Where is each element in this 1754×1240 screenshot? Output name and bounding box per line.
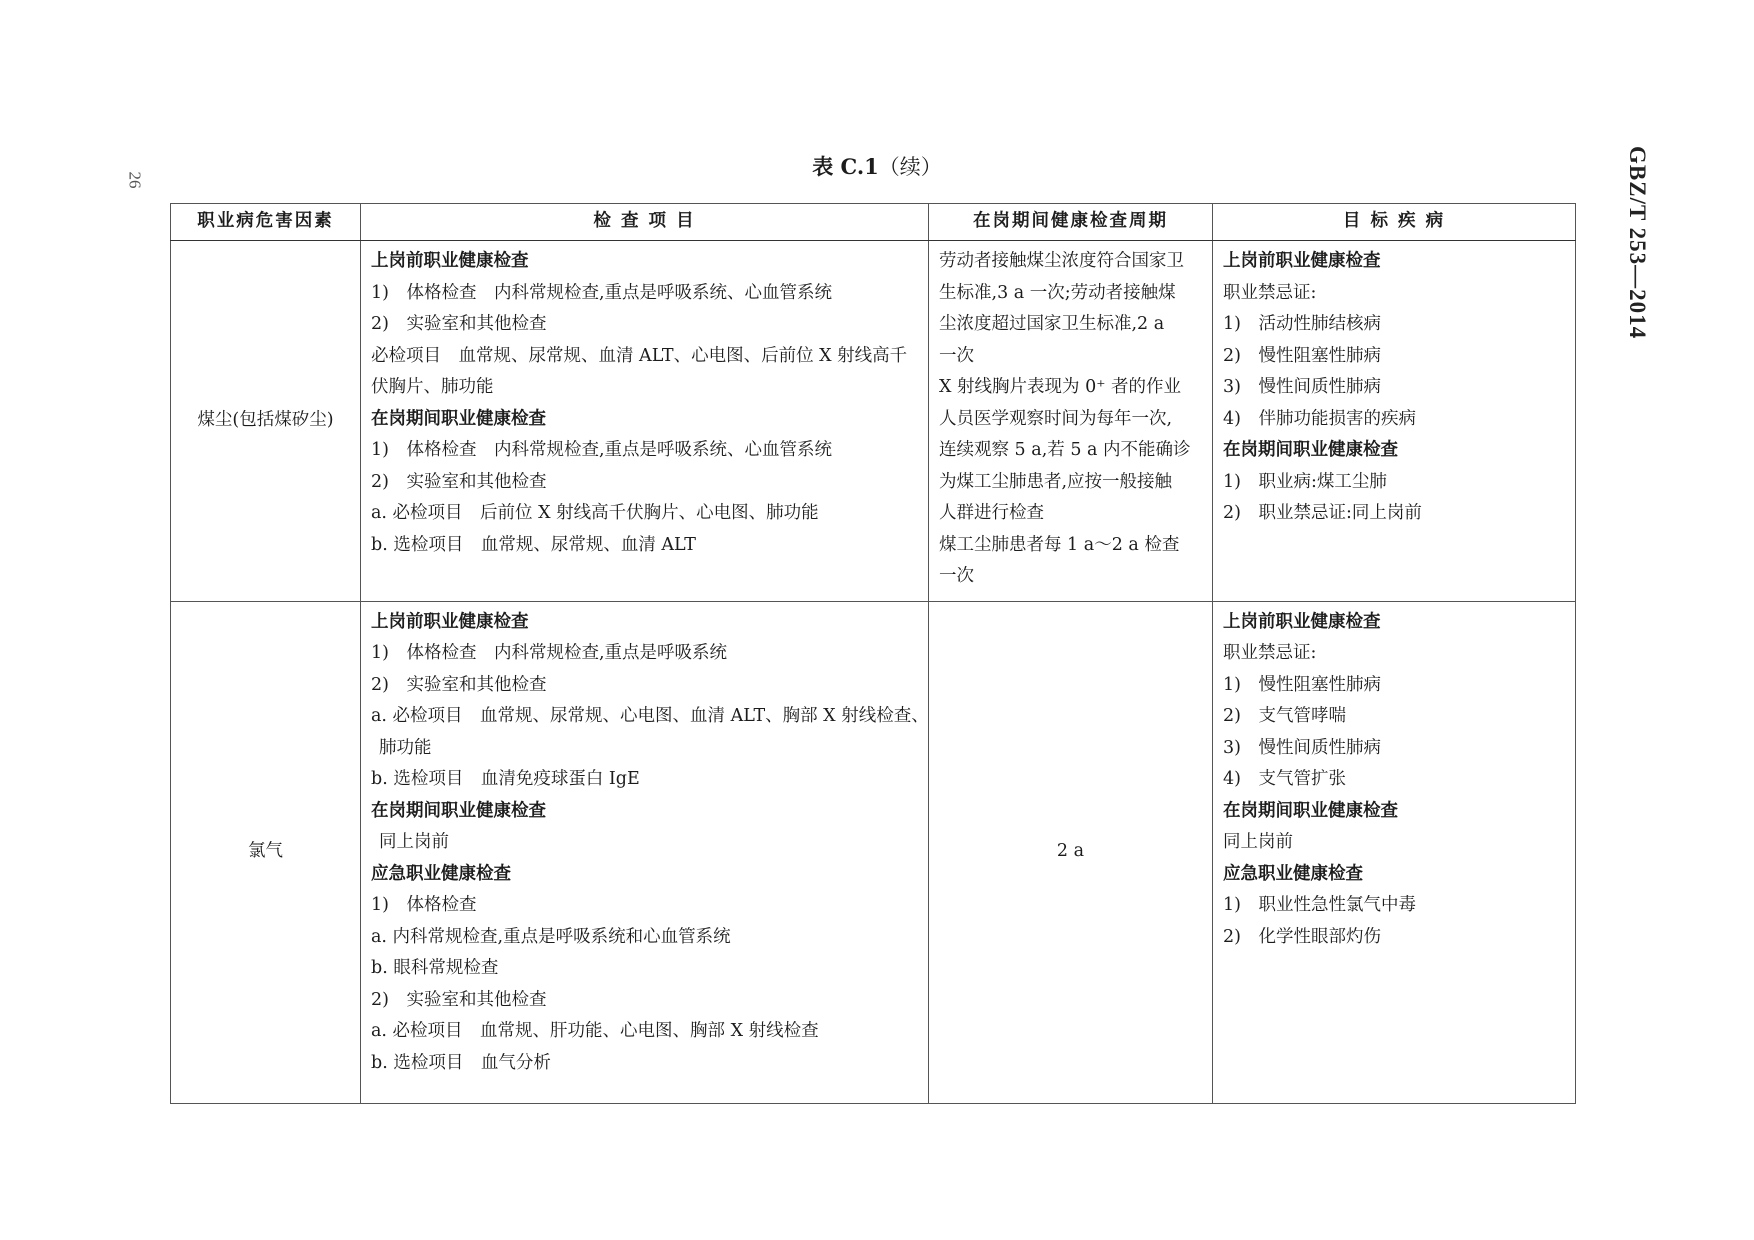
text-line: b. 选检项目 血气分析	[371, 1052, 551, 1073]
table-row-chlorine	[171, 601, 1576, 1103]
text-line: 2) 实验室和其他检查	[371, 989, 547, 1010]
text-line: 为煤工尘肺患者,应按一般接触	[939, 471, 1173, 492]
header-target: 目 标 疾 病	[1213, 204, 1576, 241]
table-row-coal-dust	[171, 241, 1576, 602]
table-title-suffix: （续）	[878, 155, 942, 179]
text-line: 一次	[939, 345, 974, 366]
section-heading: 在岗期间职业健康检查	[1223, 800, 1398, 821]
standard-code: GBZ/T 253—2014	[1625, 146, 1650, 340]
section-heading: 在岗期间职业健康检查	[371, 800, 546, 821]
header-cycle: 在岗期间健康检查周期	[929, 204, 1213, 241]
text-line: 4) 伴肺功能损害的疾病	[1223, 408, 1416, 429]
health-check-table	[170, 203, 1576, 1104]
text-line: 1) 体格检查 内科常规检查,重点是呼吸系统、心血管系统	[371, 282, 833, 303]
section-heading: 上岗前职业健康检查	[371, 611, 529, 632]
text-line: 2) 化学性眼部灼伤	[1223, 926, 1381, 947]
target-cell	[1213, 241, 1576, 602]
text-line: 尘浓度超过国家卫生标准,2 a	[939, 314, 1165, 334]
text-line: a. 必检项目 后前位 X 射线高千伏胸片、心电图、肺功能	[371, 503, 819, 523]
page-number: 26	[125, 171, 145, 189]
text-line: 煤工尘肺患者每 1 a～2 a 检查	[939, 534, 1180, 555]
text-line: 1) 职业性急性氯气中毒	[1223, 895, 1416, 915]
text-line: a. 必检项目 血常规、尿常规、心电图、血清 ALT、胸部 X 射线检查、	[371, 706, 929, 726]
text-line: 生标准,3 a 一次;劳动者接触煤	[939, 282, 1176, 303]
text-line: 职业禁忌证:	[1223, 643, 1317, 663]
text-line: 1) 职业病:煤工尘肺	[1223, 471, 1387, 492]
text-line: 4) 支气管扩张	[1223, 769, 1346, 789]
text-line: 2) 支气管哮喘	[1223, 706, 1346, 726]
text-line: X 射线胸片表现为 0⁺ 者的作业	[939, 377, 1182, 397]
items-cell	[361, 241, 929, 602]
text-line: 3) 慢性间质性肺病	[1223, 377, 1381, 397]
section-heading: 上岗前职业健康检查	[1223, 251, 1381, 271]
target-cell	[1213, 601, 1576, 1103]
text-line: 连续观察 5 a,若 5 a 内不能确诊	[939, 440, 1191, 460]
text-line: 1) 活动性肺结核病	[1223, 314, 1381, 334]
items-cell	[361, 601, 929, 1103]
text-line: 职业禁忌证:	[1223, 282, 1317, 303]
section-heading: 应急职业健康检查	[1223, 863, 1363, 884]
text-line: 2) 实验室和其他检查	[371, 314, 547, 334]
table-title-prefix: 表 C.1	[812, 154, 879, 179]
text-line: 同上岗前	[1223, 832, 1293, 852]
cycle-cell: 2 a	[929, 601, 1213, 1103]
text-line: 劳动者接触煤尘浓度符合国家卫	[939, 251, 1184, 271]
table-title	[0, 151, 1754, 181]
section-heading: 在岗期间职业健康检查	[371, 408, 546, 429]
header-items: 检 查 项 目	[361, 204, 929, 241]
text-line: 1) 慢性阻塞性肺病	[1223, 674, 1381, 695]
section-heading: 在岗期间职业健康检查	[1223, 440, 1398, 460]
text-line: 1) 体格检查 内科常规检查,重点是呼吸系统	[371, 643, 728, 663]
text-line: a. 内科常规检查,重点是呼吸系统和心血管系统	[371, 926, 731, 947]
text-line: a. 必检项目 血常规、肝功能、心电图、胸部 X 射线检查	[371, 1021, 819, 1041]
text-line: 1) 体格检查 内科常规检查,重点是呼吸系统、心血管系统	[371, 440, 833, 460]
cycle-cell	[929, 241, 1213, 602]
section-heading: 上岗前职业健康检查	[371, 251, 529, 271]
text-line: 2) 实验室和其他检查	[371, 674, 547, 695]
section-heading: 上岗前职业健康检查	[1223, 611, 1381, 632]
hazard-cell: 煤尘(包括煤矽尘)	[171, 241, 361, 602]
text-line: 人员医学观察时间为每年一次,	[939, 408, 1173, 429]
text-line: 1) 体格检查	[371, 895, 477, 915]
text-line: 肺功能	[379, 737, 432, 758]
text-line: b. 选检项目 血常规、尿常规、血清 ALT	[371, 534, 696, 555]
text-line: 3) 慢性间质性肺病	[1223, 737, 1381, 758]
table-header-row	[171, 204, 1576, 241]
text-line: b. 选检项目 血清免疫球蛋白 IgE	[371, 769, 640, 789]
text-line: 同上岗前	[379, 832, 449, 852]
text-line: 人群进行检查	[939, 503, 1044, 523]
text-line: 2) 实验室和其他检查	[371, 471, 547, 492]
header-hazard: 职业病危害因素	[171, 204, 361, 241]
text-line: 2) 职业禁忌证:同上岗前	[1223, 503, 1422, 523]
hazard-cell: 氯气	[171, 601, 361, 1103]
text-line: 伏胸片、肺功能	[371, 377, 494, 397]
text-line: b. 眼科常规检查	[371, 958, 499, 978]
text-line: 2) 慢性阻塞性肺病	[1223, 345, 1381, 366]
text-line: 一次	[939, 566, 974, 586]
section-heading: 应急职业健康检查	[371, 863, 511, 884]
text-line: 必检项目 血常规、尿常规、血清 ALT、心电图、后前位 X 射线高千	[371, 345, 908, 366]
